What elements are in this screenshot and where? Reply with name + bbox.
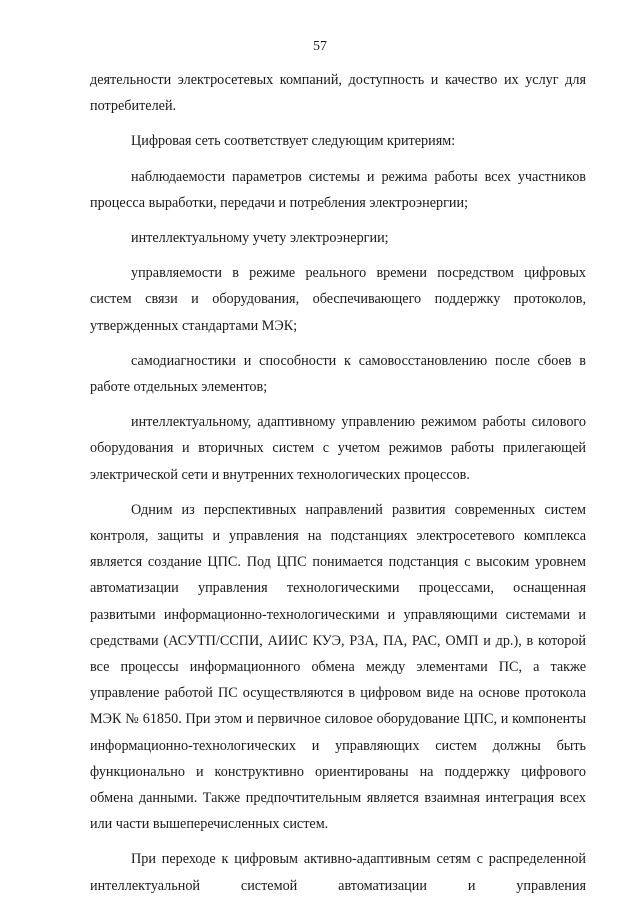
paragraph-transition: При переходе к цифровым активно-адаптивным сетям с распределенной интеллектуальной системой автоматизации и управления (90, 851, 586, 894)
paragraph-criterion-metering: интеллектуальному учету электроэнергии; (131, 230, 389, 247)
paragraph-digital-substation: Одним из перспективных направлений развития современных систем контроля, защиты и управления на подстанциях электросетевого комплекса является создание ЦПС. Под ЦПС понимается подстанция с высоким уровнем автоматизации управления технологическими процессами, оснащенная развитыми информационно-технологическими и управляющими системами и средствами (АСУТП/ССПИ, АИИС КУЭ, РЗА, ПА, РАС, ОМП и др.), в которой все процессы информационного обмена между элементами ПС, а также управление работой ПС осуществляются в цифровом виде на основе протокола МЭК № 61850. При этом и первичное силовое оборудование ЦПС, и компоненты информационно-технологических и управляющих систем должны быть функционально и конструктивно ориентированы на поддержку цифрового обмена данными. Также предпочтительным является взаимная интеграция всех или части вышеперечисленных систем. (90, 501, 586, 833)
paragraph-criterion-adaptive-control: интеллектуальному, адаптивному управлению режимом работы силового оборудования и вторичных систем с учетом режимов работы прилегающей электрической сети и внутренних технологических процессов. (90, 414, 586, 483)
paragraph-criterion-controllability: управляемости в режиме реального времени посредством цифровых систем связи и оборудования, обеспечивающего поддержку протоколов, утвержденных стандартами МЭК; (90, 265, 586, 334)
page-number: 57 (313, 39, 327, 54)
paragraph-criterion-self-diagnostics: самодиагностики и способности к самовосстановлению после сбоев в работе отдельных элементов; (90, 352, 586, 396)
paragraph-criteria-intro: Цифровая сеть соответствует следующим критериям: (131, 133, 456, 150)
body-text (90, 67, 586, 899)
paragraph-criterion-observability: наблюдаемости параметров системы и режима работы всех участников процесса выработки, передачи и потребления электроэнергии; (90, 168, 586, 211)
paragraph-continuation: деятельности электросетевых компаний, доступность и качество их услуг для потребителей. (90, 72, 586, 115)
